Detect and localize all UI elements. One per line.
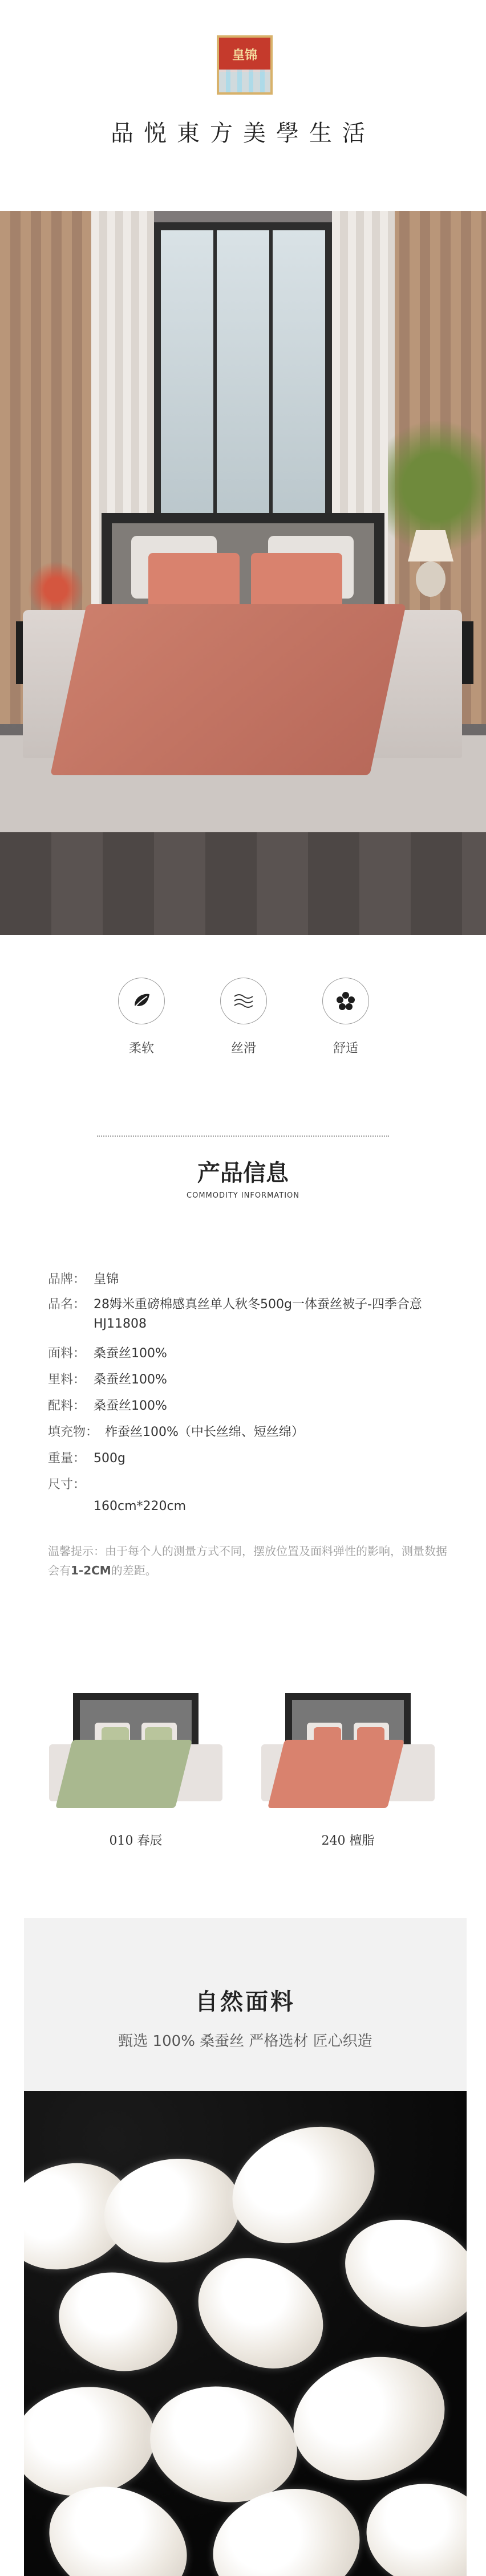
pillow-pink	[148, 553, 240, 610]
cocoon	[96, 2148, 249, 2273]
cocoon	[330, 2201, 467, 2345]
leaf-icon	[129, 988, 154, 1014]
variant-image-spring[interactable]	[44, 1687, 227, 1813]
floor	[0, 832, 486, 935]
info-row: 填充物： 柞蚕丝100%（中长丝绵、短丝绵）	[48, 1425, 304, 1439]
pillow-pink	[251, 553, 342, 610]
variant-throw	[55, 1740, 192, 1808]
cocoon	[358, 2474, 467, 2576]
feature-label: 丝滑	[230, 1041, 256, 1056]
info-row: 配料： 桑蚕丝100%	[48, 1399, 167, 1413]
info-row: 里料： 桑蚕丝100%	[48, 1373, 167, 1387]
cocoon	[277, 2338, 461, 2499]
natural-fabric-title: 自然面料	[195, 1989, 295, 2015]
info-row: 重量： 500g	[48, 1451, 125, 1466]
logo-wave-pattern	[219, 70, 270, 92]
variant-label: 010 春辰	[109, 1834, 163, 1848]
info-row: 品名： 28姆米重磅棉感真丝单人秋冬500g一体蚕丝被子-四季合意HJ11808	[48, 1297, 422, 1331]
feature-label: 舒适	[333, 1041, 358, 1056]
info-row-size-value: 160cm*220cm	[94, 1499, 187, 1513]
table-lamp	[402, 530, 459, 616]
natural-fabric-subtitle: 甄选 100% 桑蚕丝 严格选材 匠心织造	[118, 2033, 372, 2050]
variant-image-sandalwood[interactable]	[257, 1687, 439, 1813]
measurement-note: 温馨提示：由于每个人的测量方式不同，摆放位置及面料弹性的影响，测量数据会有1-2CM的差距。	[48, 1544, 447, 1577]
brand-logo	[217, 35, 273, 95]
feature-label: 柔软	[128, 1041, 154, 1056]
divider	[97, 1136, 389, 1137]
cocoon	[48, 2260, 189, 2384]
info-row: 面料： 桑蚕丝100%	[48, 1346, 167, 1361]
info-row: 尺寸：	[48, 1478, 86, 1492]
hero-bedroom-image	[0, 211, 486, 935]
product-info-subtitle: COMMODITY INFORMATION	[187, 1191, 299, 1200]
feature-smooth	[220, 978, 267, 1024]
wave-icon	[231, 988, 256, 1014]
cocoon	[178, 2236, 343, 2391]
variant-label: 240 檀脂	[321, 1834, 375, 1848]
product-info-title: 产品信息	[197, 1160, 289, 1186]
variant-throw	[268, 1740, 404, 1808]
info-row: 品牌： 皇锦	[48, 1272, 119, 1287]
feature-comfort	[322, 978, 369, 1024]
feature-soft	[118, 978, 165, 1024]
cocoon	[24, 2378, 162, 2505]
logo-text: 皇锦	[232, 48, 257, 63]
slogan: 品悦東方美學生活	[111, 120, 375, 146]
flower-icon	[333, 988, 358, 1014]
silk-cocoons-image	[24, 2091, 467, 2576]
pink-quilt	[50, 604, 406, 775]
